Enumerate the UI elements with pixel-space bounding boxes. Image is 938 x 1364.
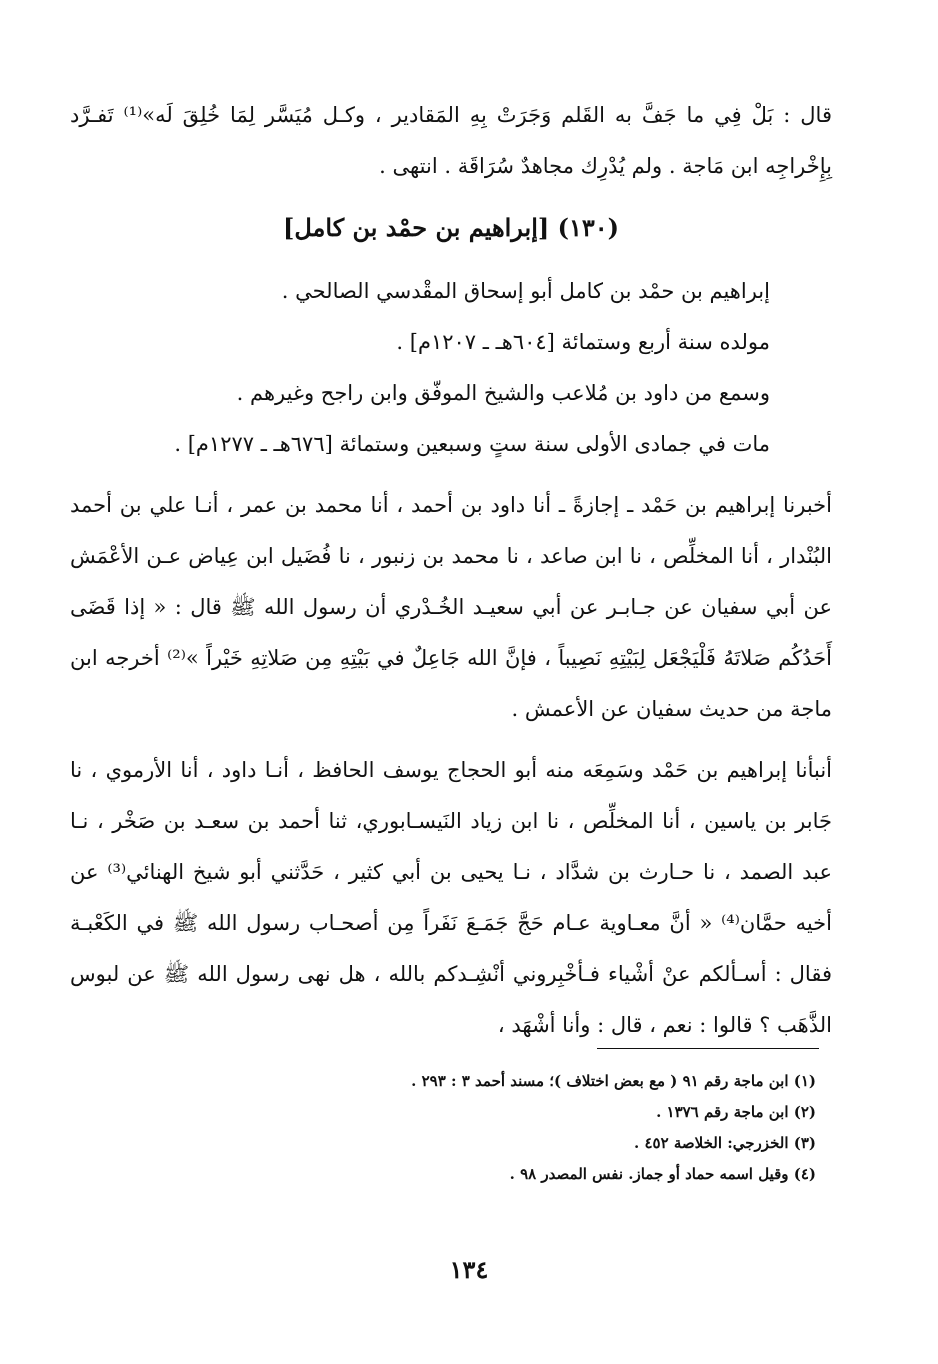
spacer (70, 470, 832, 480)
footnotes (300, 1066, 816, 1190)
entry-heading: (١٣٠) [إبراهيم بن حمْد بن كامل] (283, 213, 619, 242)
footnote-1: (١) ابن ماجة رقم ٩١ ( مع بعض اختلاف )؛ مسند أحمد ٣ : ٢٩٣ . (411, 1072, 816, 1090)
page-body (70, 90, 832, 1051)
paragraph-hadith-2: أنبأنا إبراهيم بن حَمْد وسَمِعَه منه أبو الحجاج يوسف الحافظ ، أنـا داود ، أنا الأرموي ، نا جَابر بن ياسين ، أنا المخلِّص ، نا ابن زياد النَيسـابوري، ثنا أحمد بن سعـد بن صَخْر ، نـا عبد الصمد ، نا حـارث بن شدَّاد ، نـا يحيى بن أبي كثير ، حَدَّثني أبو شيخ الهنائي⁽³⁾ عن أخيه حمَّان⁽⁴⁾ « أنَّ معـاوية عـام حَجَّ جَمَـعَ نَفَراً مِن أصحـاب رسول الله ﷺ في الكَعْبـة فقال : أسـألكم عنْ أشْياء فـأخْبِروني أنْشِـدكم بالله ، هل نهى رسول الله ﷺ عن لبوس الذَّهَب ؟ قالوا : نعم ، قال : وأنا أشْهَد ، (70, 758, 832, 1037)
bio-line-name: إبراهيم بن حمْد بن كامل أبو إسحاق المقْدسي الصالحي . (281, 279, 770, 303)
footnote-divider (597, 1048, 819, 1049)
paragraph-continuation: قال : بَلْ فِي ما جَفَّ به القَلم وَجَرَتْ بِهِ المَقادير ، وكـل مُيَسَّر لِمَا خُلِقَ لَه»⁽¹⁾ تَفـرَّد بِإِخْراجِه ابن مَاجة . ولم يُدْرِك مجاهدٌ سُرَاقَة . انتهى . (70, 103, 832, 178)
page-number: ١٣٤ (449, 1255, 489, 1284)
bio-line-teachers: وسمع من داود بن مُلاعب والشيخ الموفّق وابن راجح وغيرهم . (236, 381, 770, 405)
bio-line-death: مات في جمادى الأولى سنة ستٍ وسبعين وستمائة [٦٧٦هـ ـ ١٢٧٧م] . (174, 432, 770, 456)
footnote-4: (٤) وقيل اسمه حماد أو جماز. نفس المصدر ٩٨ . (509, 1165, 816, 1183)
paragraph-hadith-1: أخبرنا إبراهيم بن حَمْد ـ إجازةً ـ أنا داود بن أحمد ، أنا محمد بن عمر ، أنـا علي بن أحمد البُنْدار ، أنا المخلِّص ، نا ابن صاعد ، نا محمد بن زنبور ، نا فُضَيل ابن عِياض عـن الأعْمَش عن أبي سفيان عن جـابـر عن أبي سعيـد الخُـدْري أن رسول الله ﷺ قال : « إذا قَضَى أَحَدُكُم صَلاتَهُ فَلْيَجْعَل لِبَيْتِهِ نَصِيباً ، فإنَّ الله جَاعِلٌ في بَيْتِهِ مِن صَلاتِهِ خَيْراً »⁽²⁾ أخرجه ابن ماجة من حديث سفيان عن الأعمش . (70, 493, 832, 721)
footnote-2: (٢) ابن ماجة رقم ١٣٧٦ . (656, 1103, 816, 1121)
spacer (70, 735, 832, 745)
bio-line-birth: مولده سنة أربع وستمائة [٦٠٤هـ ـ ١٢٠٧م] . (396, 330, 770, 354)
footnote-3: (٣) الخزرجي: الخلاصة ٤٥٢ . (634, 1134, 816, 1152)
